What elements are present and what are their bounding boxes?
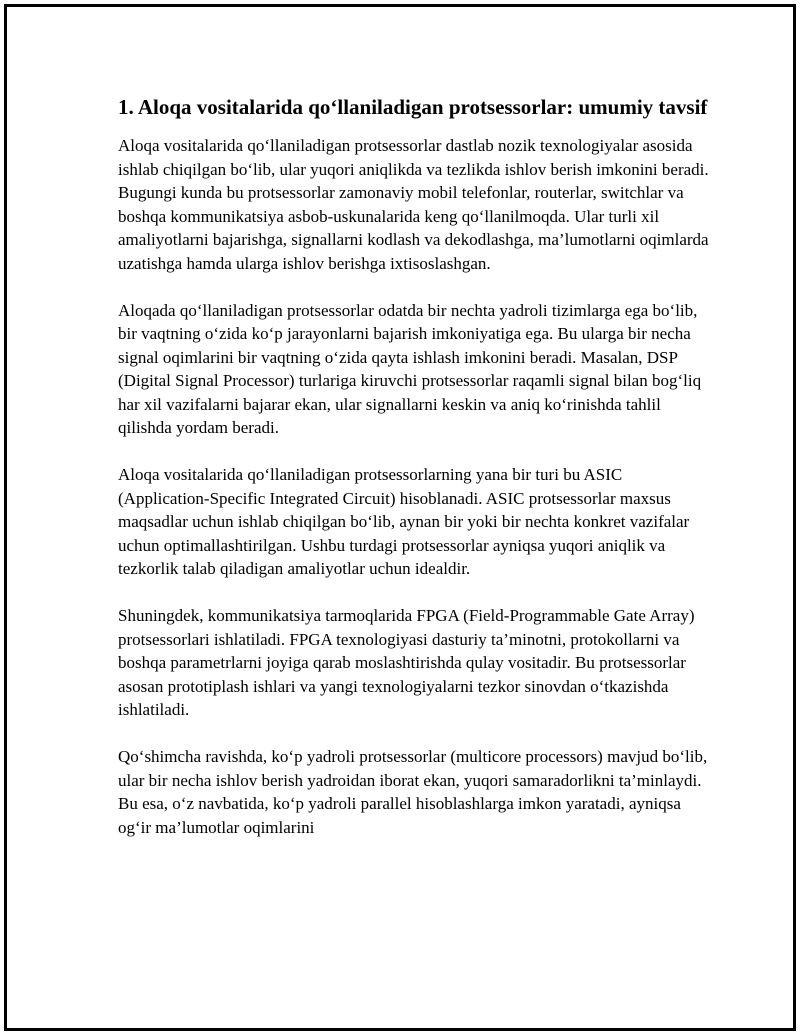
paragraph-2: Aloqada qo‘llaniladigan protsessorlar odatda bir nechta yadroli tizimlarga ega bo‘lib, bir vaqtning o‘zida ko‘p jarayonlarni bajarish imkoniyatiga ega. Bu ularga bir necha signal oqimlarini bir vaqtning o‘zida qayta ishlash imkonini beradi. Masalan, DSP (Digital Signal Processor) turlariga kiruvchi protsessorlar raqamli signal bilan bog‘liq har xil vazifalarni bajarar ekan, ular signallarni keskin va aniq ko‘rinishda tahlil qilishda yordam beradi.: [118, 300, 702, 437]
paragraph-5: Qo‘shimcha ravishda, ko‘p yadroli protsessorlar (multicore processors) mavjud bo‘lib, ular bir necha ishlov berish yadroidan iborat ekan, yuqori samaradorlikni ta’minlaydi. Bu esa, o‘z navbatida, ko‘p yadroli parallel hisoblashlarga imkon yaratadi, ayniqsa og‘ir ma’lumotlar oqimlarini: [118, 747, 708, 837]
paragraph-4: Shuningdek, kommunikatsiya tarmoqlarida FPGA (Field-Programmable Gate Array) protsessorlari ishlatiladi. FPGA texnologiyasi dasturiy ta’minotni, protokollarni va boshqa parametrlarni joyiga qarab moslashtirishda qulay vositadir. Bu protsessorlar asosan prototiplash ishlari va yangi texnologiyalarni tezkor sinovdan o‘tkazishda ishlatiladi.: [118, 606, 695, 719]
paragraph-1: Aloqa vositalarida qo‘llaniladigan protsessorlar dastlab nozik texnologiyalar asosida ishlab chiqilgan bo‘lib, ular yuqori aniqlikda va tezlikda ishlov berish imkonini beradi. Bugungi kunda bu protsessorlar zamonaviy mobil telefonlar, routerlar, switchlar va boshqa kommunikatsiya asbob-uskunalarida keng qo‘llanilmoqda. Ular turli xil amaliyotlarni bajarishga, signallarni kodlash va dekodlashga, ma’lumotlarni oqimlarda uzatishga hamda ularga ishlov berishga ixtisoslashgan.: [118, 136, 709, 273]
document-body: [118, 93, 718, 863]
paragraph-3: Aloqa vositalarida qo‘llaniladigan protsessorlarning yana bir turi bu ASIC (Application-Specific Integrated Circuit) hisoblanadi. ASIC protsessorlar maxsus maqsadlar uchun ishlab chiqilgan bo‘lib, aynan bir yoki bir nechta konkret vazifalar uchun optimallashtirilgan. Ushbu turdagi protsessorlar ayniqsa yuqori aniqlik va tezkorlik talab qiladigan amaliyotlar uchun idealdir.: [118, 465, 690, 578]
section-heading: 1. Aloqa vositalarida qo‘llaniladigan protsessorlar: umumiy tavsif: [118, 95, 708, 119]
